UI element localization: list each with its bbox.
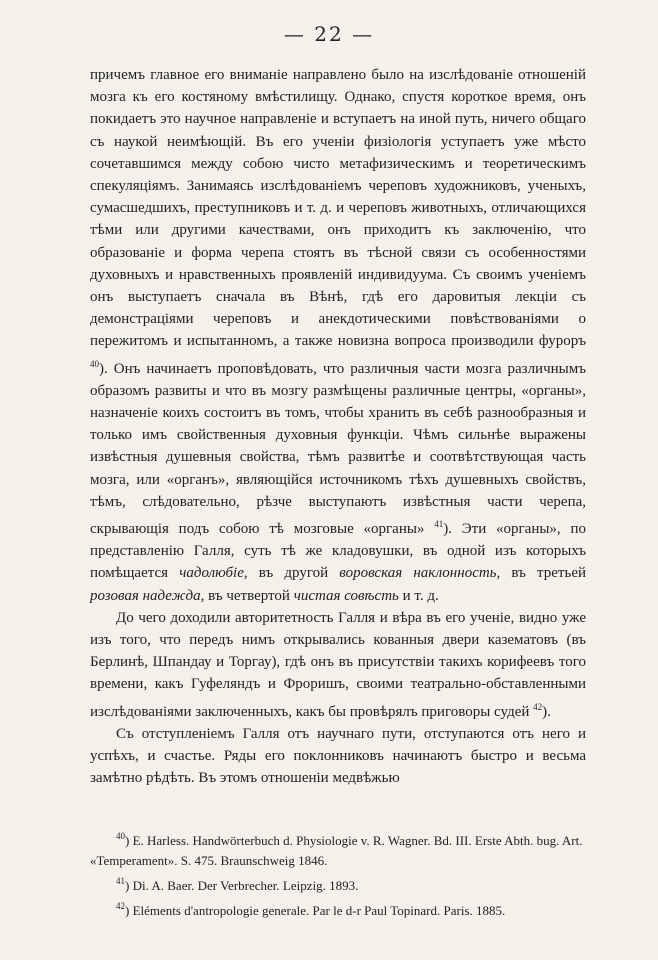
paragraph-1-text-a: причемъ главное его вниманіе направлено было на изслѣдованіе отношеній мозга къ его костяному вмѣстилищу. Однако, спустя короткое время, онъ покидаетъ это научное направленіе и вступаетъ на иной путь, ничего общаго съ наукой неимѣющій. Въ его ученіи физіологія уступаетъ уже мѣсто сочетавшимся между собою чисто метафизическимъ и теоретическимъ спекуляціямъ. Занимаясь изслѣдованіемъ череповъ художниковъ, ученыхъ, сумасшедшихъ, преступниковъ и т. д. и череповъ животныхъ, отличающихся тѣми или другими качествами, онъ приходитъ къ заключенію, что образованіе и форма черепа стоятъ въ тѣсной связи съ особенностями духовныхъ и нравственныхъ проявленій индивидуума. Съ своимъ ученіемъ онъ выступаетъ сначала въ Вѣнѣ, гдѣ его даровитыя лекціи съ демонстраціями череповъ и анекдотическими повѣствованіями о пережитомъ и испытанномъ, а также новизна вопроса производили фуроръ xyxy=(90,67,586,350)
footnote-ref-41: 41 xyxy=(434,519,444,530)
footnote-text: ) E. Harless. Handwörterbuch d. Physiologie v. R. Wagner. Bd. III. Erste Abth. bug. Art. «Temperament». S. 475. Braunschweig 1846. xyxy=(90,833,583,868)
emphasis-4: чистая совѣсть xyxy=(293,587,399,604)
footnote-text: ) Di. A. Baer. Der Verbrecher. Leipzig. 1893. xyxy=(125,878,359,893)
footnote-text: ) Eléments d'antropologie generale. Par le d-r Paul Topinard. Paris. 1885. xyxy=(125,903,506,918)
emphasis-3: розовая надежда xyxy=(90,587,201,604)
footnote-num: 40 xyxy=(116,831,125,841)
emphasis-1: чадолюбіе xyxy=(179,565,244,582)
paragraph-1-text-d: , въ другой xyxy=(243,565,329,582)
footnote-40 xyxy=(90,826,590,871)
footnote-num: 42 xyxy=(116,901,125,911)
page-number: — 22 — xyxy=(283,22,375,46)
paragraph-1 xyxy=(90,64,586,607)
paragraph-1-text-b: ). Онъ начинаетъ проповѣдовать, что различныя части мозга различнымъ образомъ развиты и что въ мозгу размѣщены различные центры, «органы», назначеніе коихъ состоитъ въ томъ, чтобы хранить въ себѣ разнообразныя и только имъ свойственныя духовныя функціи. Чѣмъ сильнѣе выражены извѣстныя душевныя свойства, тѣмъ развитѣе и соотвѣтствующая часть мозга, или «органъ», являющійся источникомъ тѣхъ душевныхъ свойствъ, тѣмъ, слѣдовательно, рѣзче выступаютъ извѣстныя части черепа, скрывающія подъ собою тѣ мозговые «органы» xyxy=(90,360,586,538)
paragraph-3 xyxy=(90,723,586,790)
footnote-num: 41 xyxy=(116,876,125,886)
paragraph-2-text-a: До чего доходили авторитетность Галля и вѣра въ его ученіе, видно уже изъ того, что передъ нимъ открывались кованныя двери казематовъ (въ Берлинѣ, Шпандау и Торгау), гдѣ онъ въ присутствіи такихъ корифеевъ того времени, какъ Гуфеляндъ и Фроришъ, своими театрально-обставленными изслѣдованіями заключенныхъ, какъ бы провѣрялъ приговоры судей xyxy=(90,609,586,720)
footnote-ref-42: 42 xyxy=(533,701,543,712)
paragraph-2-text-b: ). xyxy=(542,703,551,720)
footnote-42 xyxy=(90,896,590,921)
paragraph-1-text-c: ). Эти «органы», по представленію Галля, суть тѣ же кладовушки, въ одной изъ которыхъ помѣщается xyxy=(90,521,586,582)
body-text xyxy=(90,64,586,790)
paragraph-1-text-f: , въ четвертой xyxy=(200,587,290,604)
paragraph-1-text-e: , въ третьей xyxy=(496,565,586,582)
footnote-ref-40: 40 xyxy=(90,358,99,369)
paragraph-2 xyxy=(90,607,586,723)
footnote-41 xyxy=(90,871,590,896)
paragraph-1-text-g: и т. д. xyxy=(402,587,439,604)
paragraph-3-text: Съ отступленіемъ Галля отъ научнаго пути, отступаются отъ него и успѣхъ, и счастье. Ряды его поклонниковъ начинаютъ быстро и весьма замѣтно рѣдѣть. Въ этомъ отношеніи медвѣжью xyxy=(90,725,586,787)
emphasis-2: воровская наклонность xyxy=(339,565,497,582)
footnotes xyxy=(90,826,590,921)
